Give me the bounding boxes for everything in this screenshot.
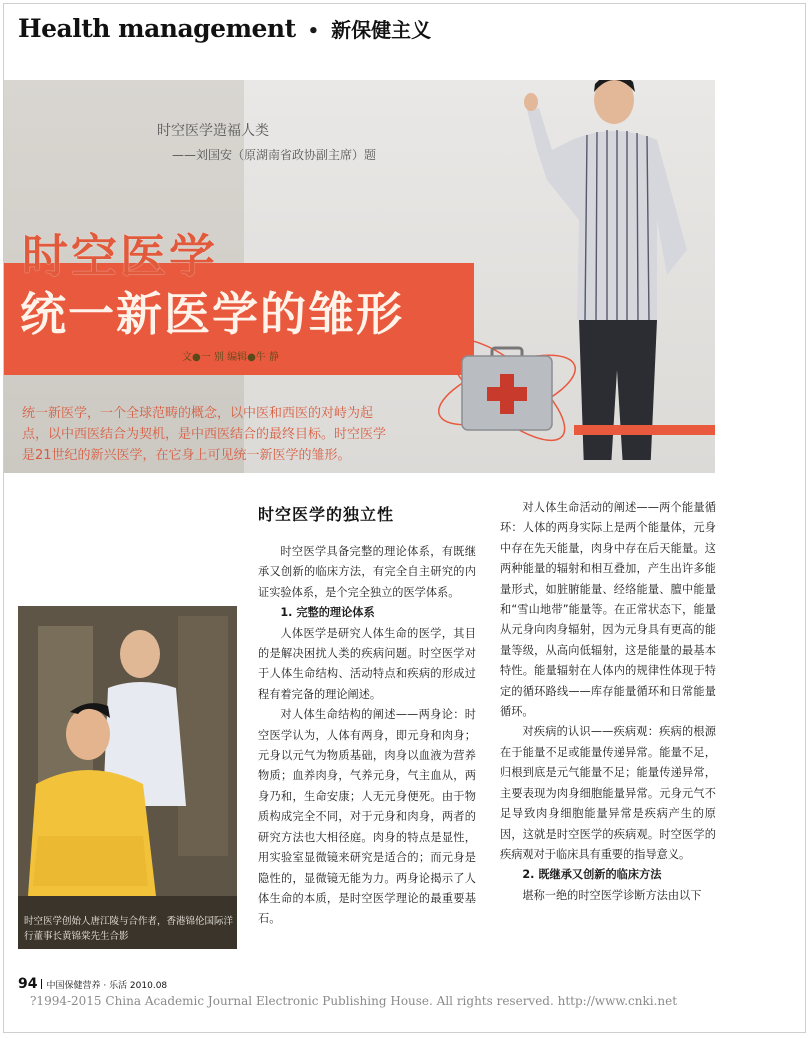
paragraph: 对人体生命活动的阐述——两个能量循环：人体的两身实际上是两个能量体，元身中存在先天能量，肉身中存在后天能量。这两种能量的辐射和相互叠加，产生出许多能量形式，如脏腑能量、经络能量、膻中能量和“雪山地带”能量等。在正常状态下，能量从元身向肉身辐射，因为元身具有更高的能量等级，从高向低辐射，这是能量的最基本特性。能量辐射在人体内的规律性体现于特定的循环路线——库存能量循环和日常能量循环。 (500, 501, 716, 719)
header-separator: • (307, 21, 320, 42)
paragraph: 时空医学具备完整的理论体系，有既继承又创新的临床方法，有完全自主研究的内证实验体系，是个完全独立的医学体系。 (258, 545, 476, 599)
photo-caption: 时空医学创始人唐江陵与合作者，香港锦伦国际洋行董事长黄锦棠先生合影 (24, 916, 234, 942)
paragraph: 人体医学是研究人体生命的医学，其目的是解决困扰人类的疾病问题。时空医学对于人体生命结构、活动特点和疾病的形成过程有着完备的理论阐述。 (258, 626, 476, 701)
article-title-line1: 时空医学 (22, 229, 218, 283)
intro-line: 点，以中西医结合为契机，是中西医结合的最终目标。时空医学 (22, 427, 387, 442)
article-column-1 (258, 542, 476, 930)
cnki-watermark: ?1994-2015 China Academic Journal Electronic Publishing House. All rights reserved. http://www.cnki.net (30, 994, 678, 1008)
header-chinese: 新保健主义 (331, 18, 432, 42)
paragraph: 堪称一绝的时空医学诊断方法由以下 (522, 888, 702, 902)
page-footer (18, 976, 167, 992)
journal-name: 中国保健营养 · 乐活 2010.08 (46, 980, 168, 991)
article-title-line2: 统一新医学的雏形 (20, 287, 404, 341)
header-english: Health management (18, 14, 296, 43)
paragraph: 对人体生命结构的阐述——两身论：时空医学认为，人体有两身，即元身和肉身；元身以元气为物质基础，肉身以血液为营养物质；血养肉身，气养元身，气主血从，两身乃和，生命安康；人无元身便死。由于物质构成完全不同，对于元身和肉身，两者的研究方法也大相径庭。肉身的特点是显性，用实验室显微镜来研究是适合的；而元身是隐性的，显微镜无能为力。两身论揭示了人体生命的本质，是时空医学理论的最重要基石。 (258, 708, 476, 926)
subsection-heading: 1. 完整的理论体系 (280, 606, 375, 620)
accent-stripe (574, 425, 715, 435)
founders-photo (18, 606, 237, 949)
calligraphy-attribution: ——刘国安（原湖南省政协副主席）题 (172, 148, 377, 162)
presenter-photo (517, 80, 715, 460)
calligraphy-inscription: 时空医学造福人类 (157, 123, 269, 139)
subsection-heading: 2. 既继承又创新的临床方法 (522, 868, 662, 882)
intro-line: 统一新医学，一个全球范畴的概念，以中医和西医的对峙为起 (22, 406, 374, 421)
running-header (18, 14, 431, 54)
intro-line: 是21世纪的新兴医学，在它身上可见统一新医学的雏形。 (22, 448, 351, 463)
byline: 文●一 别 编辑●牛 静 (182, 352, 279, 363)
article-column-2 (500, 498, 716, 906)
hero-banner (4, 80, 715, 473)
intro-paragraph (22, 403, 442, 466)
section-heading: 时空医学的独立性 (258, 505, 395, 524)
footer-divider (41, 979, 42, 989)
page-number: 94 (18, 976, 38, 992)
founders-photo-image (18, 606, 237, 949)
paragraph: 对疾病的认识——疾病观：疾病的根源在于能量不足或能量传递异常。能量不足，归根到底是元气能量不足；能量传递异常，主要表现为肉身细胞能量异常。元身元气不足导致肉身细胞能量异常是疾病产生的原因，这就是时空医学的疾病观。时空医学的疾病观对于临床具有重要的指导意义。 (500, 725, 716, 861)
